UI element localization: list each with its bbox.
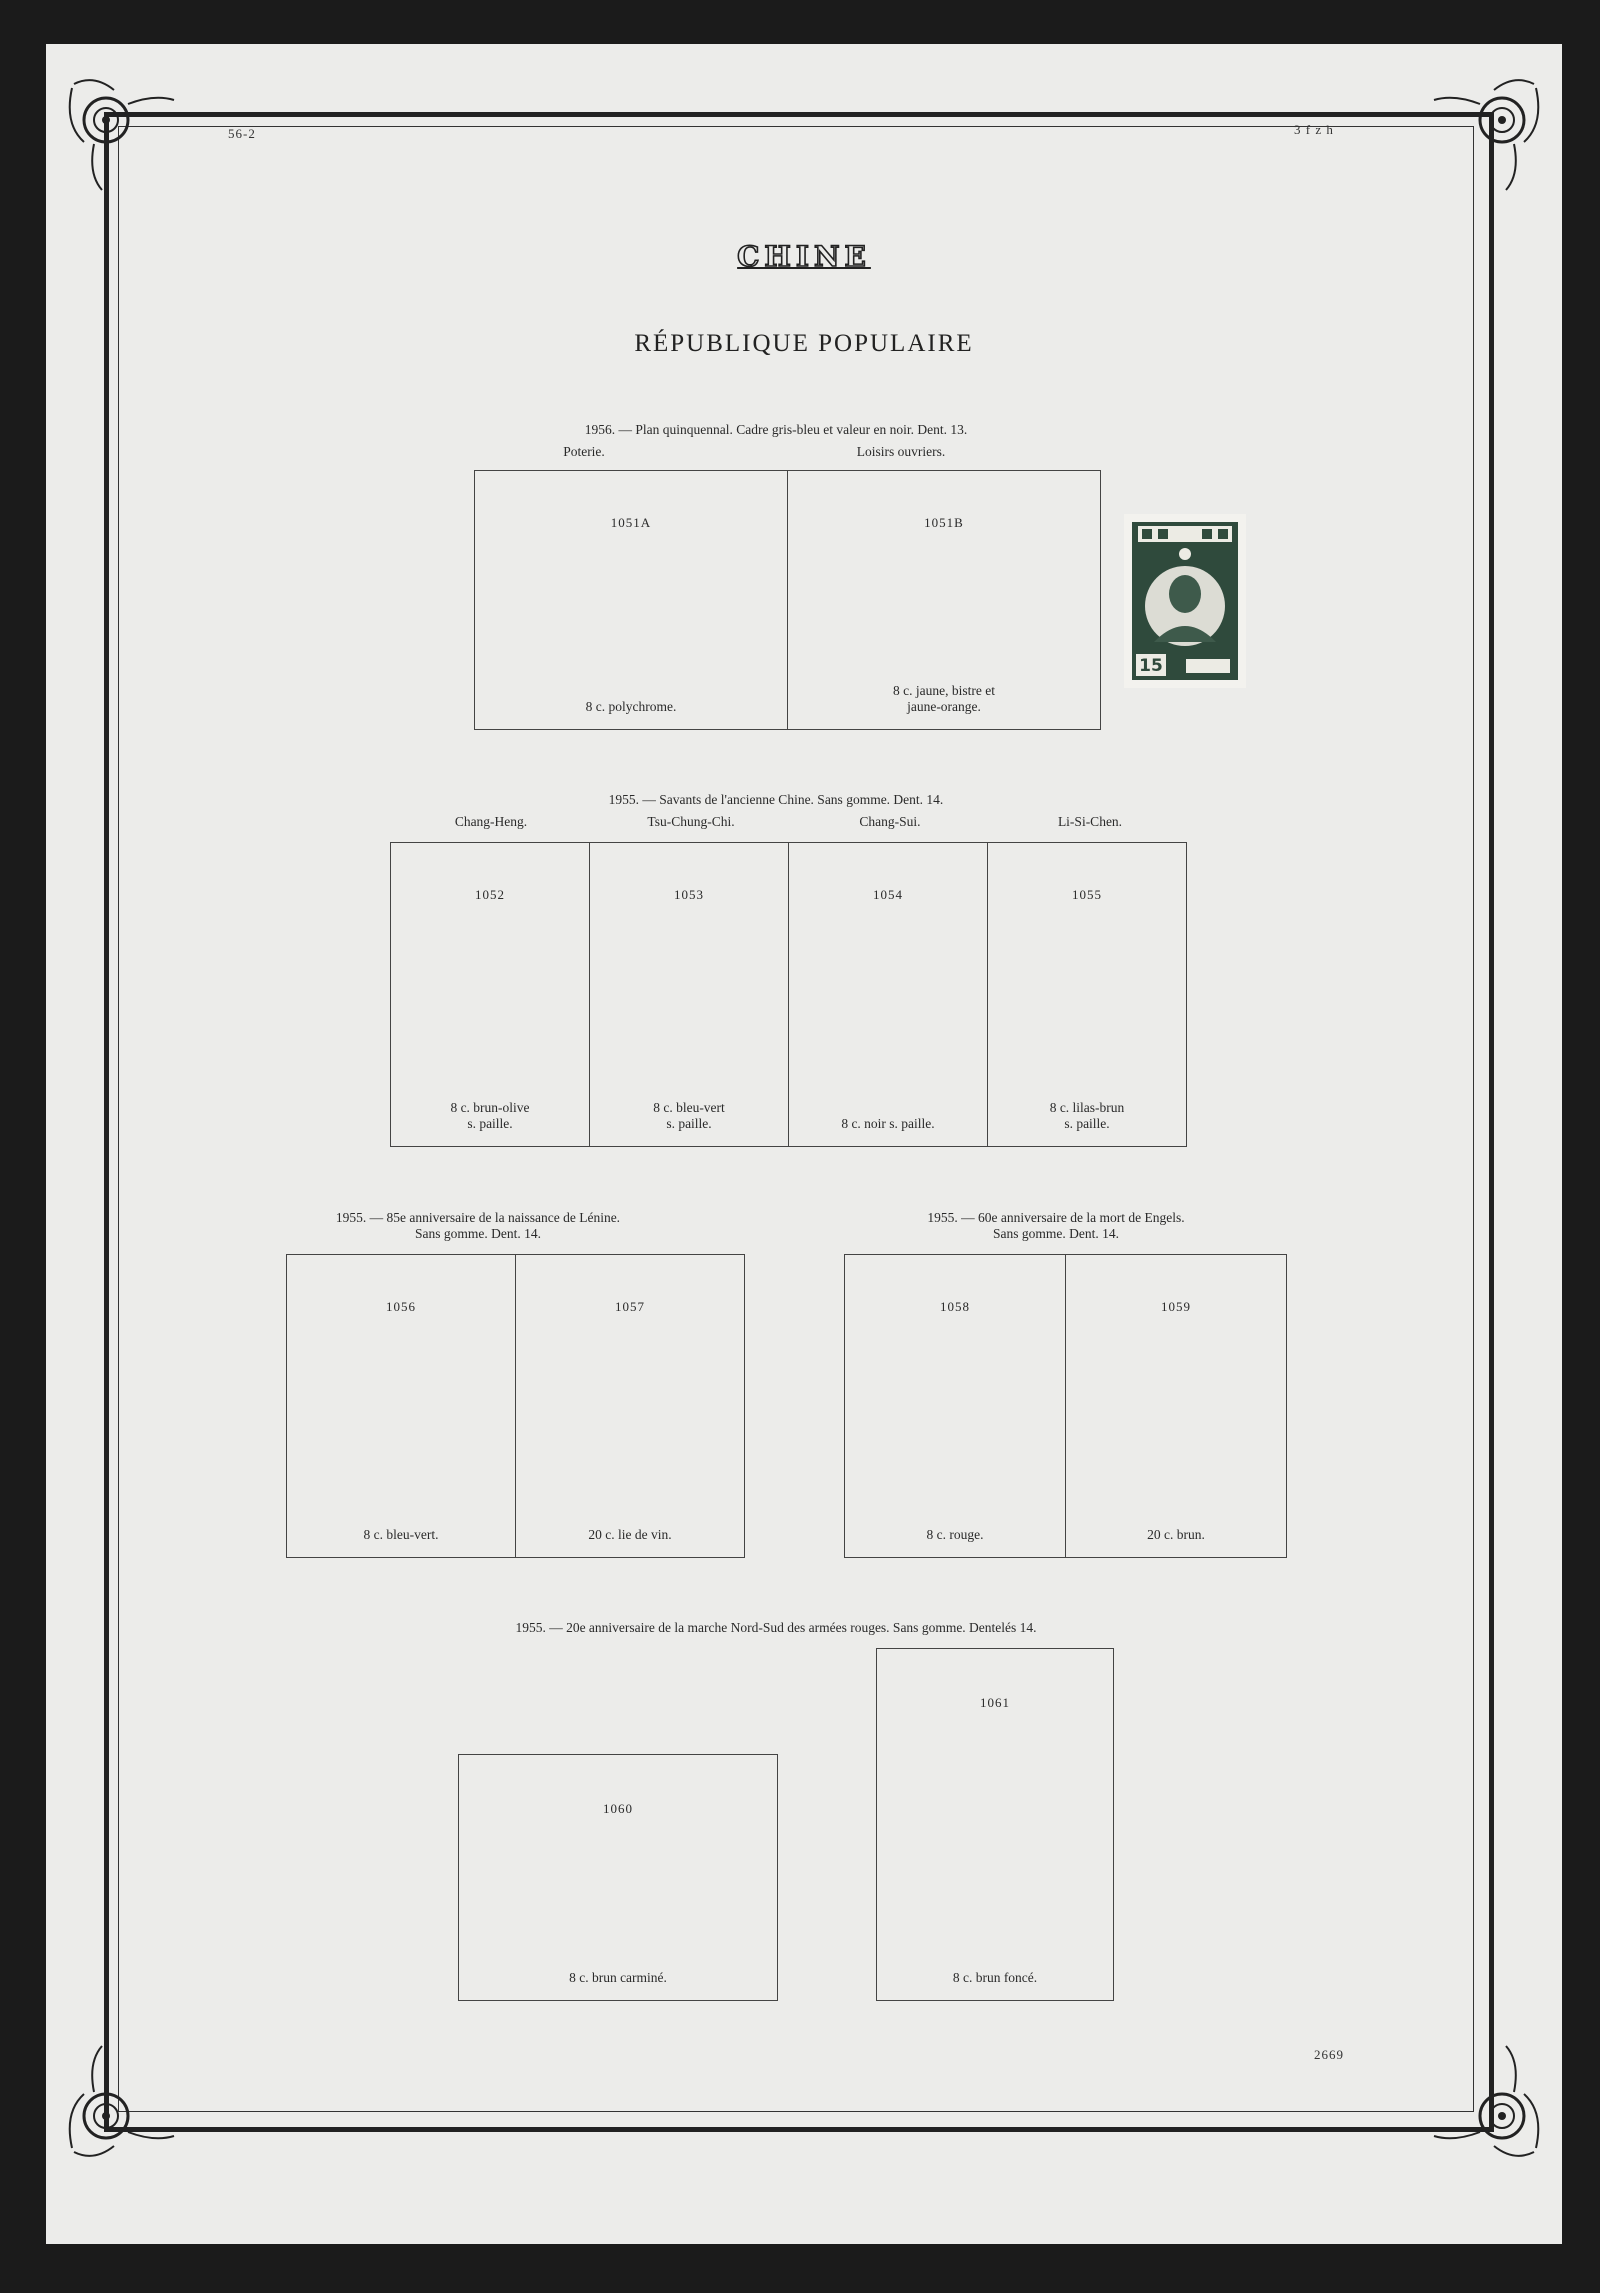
stamp-description: 8 c. rouge. (926, 1527, 984, 1542)
page-number: 2669 (1314, 2047, 1344, 2062)
catalog-number: 1058 (940, 1299, 970, 1314)
corner-ornament-top-right (1424, 64, 1554, 194)
page-title: CHINE (737, 240, 871, 273)
stamp-slot (516, 1255, 744, 1557)
stamp-description: 8 c. bleu-vert s. paille. (653, 1100, 725, 1131)
catalog-number: 1051B (924, 515, 964, 530)
stamp-slot-single (876, 1648, 1114, 2001)
section-caption: 1955. — 85e anniversaire de la naissance de Lénine. Sans gomme. Dent. 14. (335, 1210, 621, 1241)
section-caption: 1956. — Plan quinquennal. Cadre gris-bleu et valeur en noir. Dent. 13. (584, 422, 968, 437)
stamp-slot (475, 471, 788, 729)
stamp-label: Loisirs ouvriers. (856, 444, 946, 459)
album-page (46, 44, 1562, 2244)
stamp-description: 8 c. lilas-brun s. paille. (1049, 1100, 1125, 1131)
section-caption: 1955. — 20e anniversaire de la marche Nord-Sud des armées rouges. Sans gomme. Dentelés 14. (515, 1620, 1037, 1635)
stamp-description: 20 c. brun. (1147, 1527, 1205, 1542)
stamp-slot (391, 843, 590, 1146)
catalog-number: 1053 (674, 887, 704, 902)
page-code-right: 3 f z h (1294, 122, 1334, 137)
stamp-description: 20 c. lie de vin. (588, 1527, 672, 1542)
mounted-stamp (1124, 514, 1246, 688)
stamp-label: Chang-Heng. (454, 814, 528, 829)
stamp-description: 8 c. jaune, bistre et jaune-orange. (893, 683, 995, 714)
stamp-label: Chang-Sui. (859, 814, 921, 829)
stamp-slot (788, 471, 1100, 729)
catalog-number: 1052 (475, 887, 505, 902)
corner-ornament-top-left (54, 64, 184, 194)
stamp-description: 8 c. brun foncé. (952, 1970, 1038, 1985)
stamp-description: 8 c. bleu-vert. (363, 1527, 439, 1542)
stamp-label: Poterie. (563, 444, 605, 459)
stamp-label: Tsu-Chung-Chi. (647, 814, 735, 829)
stamp-row (286, 1254, 745, 1558)
stamp-slot (988, 843, 1186, 1146)
stamp-description: 8 c. polychrome. (585, 699, 677, 714)
stamp-slot (1066, 1255, 1286, 1557)
section-caption: 1955. — Savants de l'ancienne Chine. Sans gomme. Dent. 14. (608, 792, 944, 807)
stamp-slot-single (458, 1754, 778, 2001)
section-caption: 1955. — 60e anniversaire de la mort de Engels. Sans gomme. Dent. 14. (927, 1210, 1185, 1241)
catalog-number: 1054 (873, 887, 903, 902)
catalog-number: 1051A (610, 515, 652, 530)
page-subtitle: RÉPUBLIQUE POPULAIRE (634, 330, 974, 357)
stamp-row (474, 470, 1101, 730)
stamp-label: Li-Si-Chen. (1057, 814, 1123, 829)
corner-ornament-bottom-right (1424, 2042, 1554, 2172)
catalog-number: 1059 (1161, 1299, 1191, 1314)
stamp-slot (877, 1649, 1113, 2000)
catalog-number: 1060 (603, 1801, 633, 1816)
page-code-left: 56-2 (228, 126, 256, 141)
catalog-number: 1056 (386, 1299, 416, 1314)
stamp-slot (287, 1255, 516, 1557)
stamp-description: 8 c. brun carminé. (569, 1970, 667, 1985)
catalog-number: 1061 (980, 1695, 1010, 1710)
stamp-row (390, 842, 1187, 1147)
catalog-number: 1055 (1072, 887, 1102, 902)
stamp-slot (590, 843, 789, 1146)
corner-ornament-bottom-left (54, 2042, 184, 2172)
stamp-slot (845, 1255, 1066, 1557)
stamp-description: 8 c. noir s. paille. (841, 1116, 935, 1131)
stamp-slot (459, 1755, 777, 2000)
stamp-row (844, 1254, 1287, 1558)
catalog-number: 1057 (615, 1299, 645, 1314)
stamp-value-text: 15 (1139, 656, 1163, 676)
stamp-slot (789, 843, 988, 1146)
stamp-description: 8 c. brun-olive s. paille. (450, 1100, 530, 1131)
